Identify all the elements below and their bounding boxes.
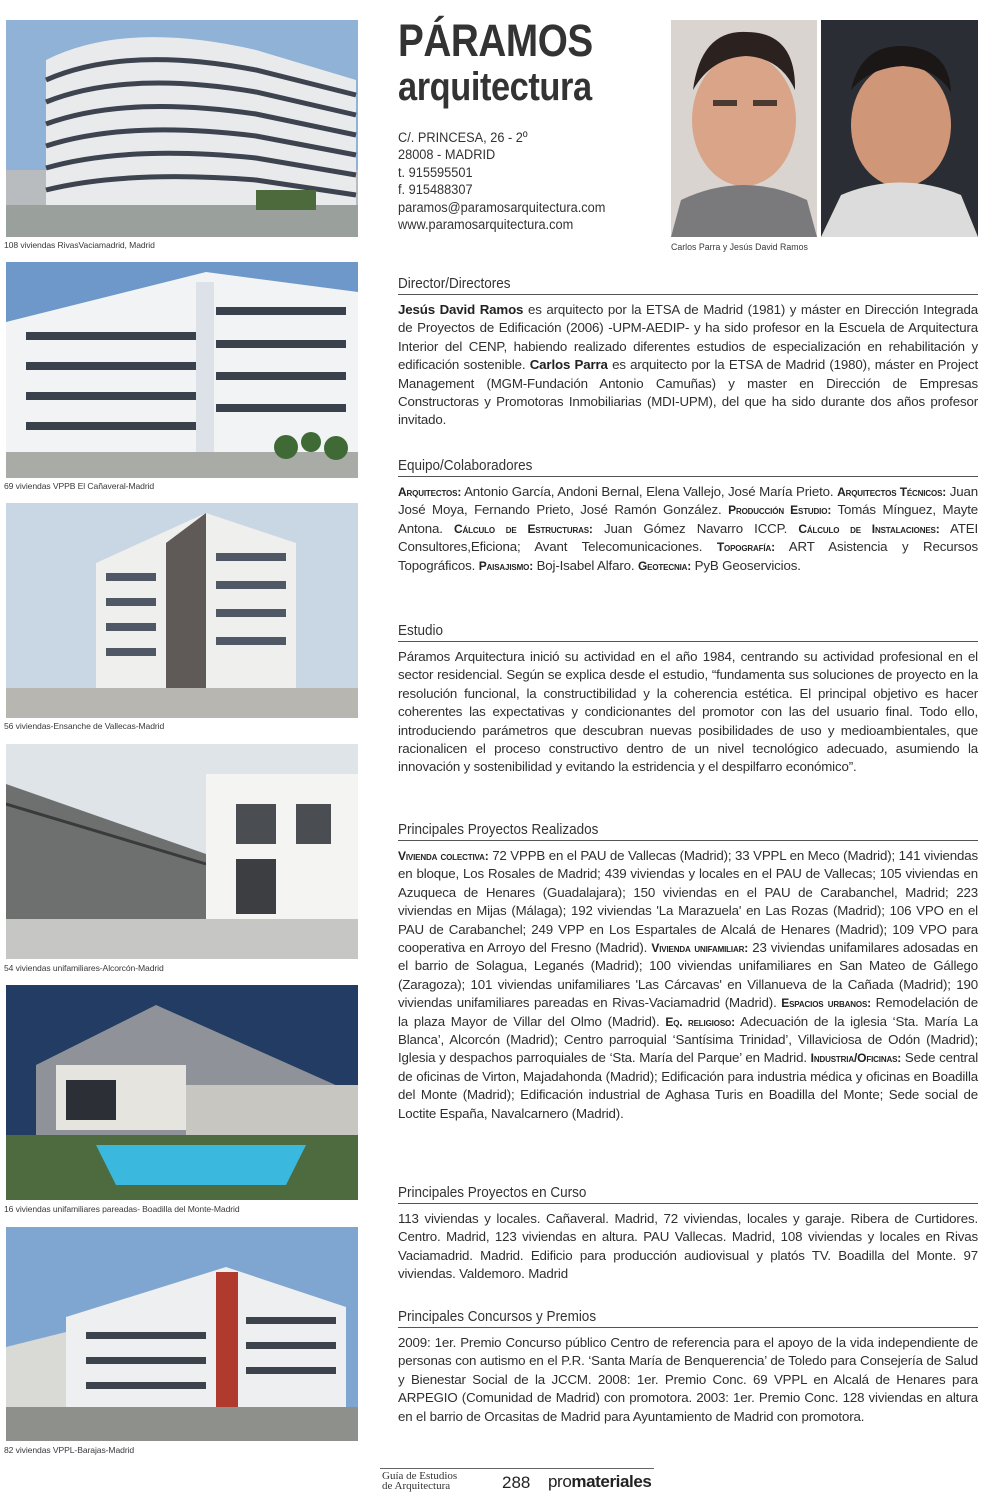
studio-text: Páramos Arquitectura inició su actividad en el año 1984, centrando su actividad profesional en el sector residencial. Según se explica desde el estudio, “fundamenta sus soluciones de proyecto en la resolución funcional, la constructibilidad y la coherencia estética. El principal objetivo es hacer coherentes las expectativas y condicionantes del promotor con las del usuario final. Todo ello, introduciendo parámetros que descubran nuevas posibilidades de uso y medioambientales, que racionalicen el proceso constructivo dentro de un nivel tecnológico adecuado, asumiendo la innovación y sostenibilidad y evitando la estridencia y el despilfarro económico”. xyxy=(398,649,978,775)
awards-text: 2009: 1er. Premio Concurso público Centro de referencia para el apoyo de la vida independiente de personas con autismo en el P.R. ‘Santa María de Benquerencia’ de Toledo para Consejería de Salud y Bienestar Social de la JCCM. 2008: 1er. Premio Conc. 69 VPPL en Alcalá de Henares para ARPEGIO (Comunidad de Madrid) con promotora. 2003: 1er. Premio Conc. 128 viviendas en altura en el barrio de Orcasitas de Madrid para Ayuntamiento de Madrid con promotora. xyxy=(398,1335,978,1424)
fax-number: f. 915488307 xyxy=(398,182,473,199)
page-footer xyxy=(380,1468,654,1498)
directors-section xyxy=(398,274,978,430)
section-heading: Principales Proyectos en Curso xyxy=(398,1183,978,1204)
studio-name-title: PÁRAMOS xyxy=(398,15,593,66)
section-heading: Principales Proyectos Realizados xyxy=(398,820,978,841)
photo-caption: 69 viviendas VPPB El Cañaveral-Madrid xyxy=(4,481,155,491)
current-projects-text: 113 viviendas y locales. Cañaveral. Madrid, 72 viviendas, locales y garaje. Ribera de Curtidores. Centro. Madrid, 123 viviendas en altura. PAU Vallecas. Madrid, 108 viviendas y locales en Rivas Vaciamadrid. Madrid. Edificio para producción audiovisual y platós TV. Boadilla del Monte. 97 viviendas. Valdemoro. Madrid xyxy=(398,1211,978,1282)
project-photo-2 xyxy=(6,262,358,478)
project-photo-6 xyxy=(6,1227,358,1441)
publication-logo: promateriales xyxy=(548,1472,652,1491)
street-address: C/. PRINCESA, 26 - 2º xyxy=(398,130,528,146)
portrait-photo-1 xyxy=(671,20,817,237)
project-photo-3 xyxy=(6,503,358,718)
portrait-caption: Carlos Parra y Jesús David Ramos xyxy=(671,242,808,252)
phone-number: t. 915595501 xyxy=(398,164,473,181)
terraced-houses-image xyxy=(6,744,358,959)
postal-city: 28008 - MADRID xyxy=(398,147,496,164)
studio-section xyxy=(398,621,978,777)
contact-block xyxy=(398,130,605,234)
team-section xyxy=(398,456,978,575)
corner-apartment-building-image xyxy=(6,503,358,718)
photo-caption: 56 viviendas-Ensanche de Vallecas-Madrid xyxy=(4,721,165,731)
guide-title: Guía de Estudios de Arquitectura xyxy=(382,1470,458,1492)
team-text: Arquitectos: Antonio García, Andoni Bernal, Elena Vallejo, José María Prieto. Arquitectos Técnicos: Juan José Moya, Fernando Prieto, José Ramón González. Producción Estudio: Tomás Mínguez, Mayte Antona. Cálculo de Estructuras: Juan Gómez Navarro ICCP. Cálculo de Instalaciones: ATEI Consultores,Eficiona; Avant Telecomunicaciones. Topografía: ART Asistencia y Recursos Topográficos. Paisajismo: Boj-Isabel Alfaro. Geotecnia: PyB Geoservicios. xyxy=(398,484,978,573)
project-photo-4 xyxy=(6,744,358,959)
curved-apartment-building-image xyxy=(6,20,358,237)
awards-section xyxy=(398,1307,978,1426)
section-heading: Director/Directores xyxy=(398,274,978,295)
photo-caption: 16 viviendas unifamiliares pareadas- Boadilla del Monte-Madrid xyxy=(4,1204,240,1214)
semi-detached-houses-pool-image xyxy=(6,985,358,1200)
project-photo-1 xyxy=(6,20,358,237)
page-number: 288 xyxy=(502,1473,531,1492)
project-photo-5 xyxy=(6,985,358,1200)
photo-caption: 108 viviendas RivasVaciamadrid, Madrid xyxy=(4,240,155,250)
email-address[interactable]: paramos@paramosarquitectura.com xyxy=(398,199,606,216)
section-heading: Equipo/Colaboradores xyxy=(398,456,978,477)
section-heading: Principales Concursos y Premios xyxy=(398,1307,978,1328)
photo-caption: 82 viviendas VPPL-Barajas-Madrid xyxy=(4,1445,135,1455)
portrait-carlos-parra xyxy=(671,20,817,237)
website-url[interactable]: www.paramosarquitectura.com xyxy=(398,216,574,233)
studio-name-subtitle: arquitectura xyxy=(398,65,592,109)
section-heading: Estudio xyxy=(398,621,978,642)
barajas-apartment-block-image xyxy=(6,1227,358,1441)
portrait-jesus-david-ramos xyxy=(821,20,978,237)
completed-projects-section xyxy=(398,820,978,1123)
directors-text: Jesús David Ramos es arquitecto por la ETSA de Madrid (1981) y máster en Dirección Integrada de Proyectos de Edificación (2006) -UPM-AEDIP- y ha sido profesor en la Escuela de Arquitectura Interior del CENP, habiendo realizado diferentes estudios de especialización en rehabilitación y edificación sostenible. Carlos Parra es arquitecto por la ETSA de Madrid (1980), máster en Project Management (MGM-Fundación Antonio Camuñas) y master en Dirección de Empresas Constructoras y Promotoras Inmobiliarias (MDI-UPM), del que ha sido durante dos años profesor invitado. xyxy=(398,302,978,428)
completed-projects-text: Vivienda colectiva: 72 VPPB en el PAU de Vallecas (Madrid); 33 VPPL en Meco (Madrid); 141 viviendas en bloque, Los Rosales de Madrid; 439 viviendas y locales en el PAU de Vallecas; 105 viviendas en Azuqueca de Henares (Guadalajara); 150 viviendas en el PAU de Carabanchel, Madrid; 223 viviendas en Mijas (Málaga); 192 viviendas 'La Marazuela' en Las Rozas (Madrid); 106 VPO en el PAU de Carabanchel; 249 VPP en Los Espartales de Alcalá de Henares (Madrid); 109 VPO para cooperativa en Arroyo del Fresno (Madrid). Vivienda unifamiliar: 23 viviendas unifamilares adosadas en el barrio de Solagua, Leganés (Madrid); 100 viviendas unifamiliares en San Mateo de Gállego (Zaragoza); 101 viviendas unifamiliares 'Las Cárcavas' en Villanueva de la Cañada (Madrid); 190 viviendas unifamiliares pareadas en Rivas-Vaciamadrid (Madrid). Espacios urbanos: Remodelación de la plaza Mayor de Villar del Olmo (Madrid). Eq. religioso: Adecuación de la iglesia ‘Sta. María La Blanca’, Alcorcón (Madrid); Centro parroquial ‘Santísima Trinidad’, Villaviciosa de Odón (Madrid); Iglesia y despachos parroquiales de ‘Sta. María del Parque’ en Madrid. Industria/Oficinas: Sede central de oficinas de Virton, Majadahonda (Madrid); Edificación para industria médica y oficinas en Boadilla del Monte (Madrid); Edificación industrial de Aghasa Turis en Boadilla del Monte; Sede social de Loctite España, Navalcarnero (Madrid). xyxy=(398,848,979,1121)
white-apartment-block-image xyxy=(6,262,358,478)
portrait-photo-2 xyxy=(821,20,978,237)
photo-caption: 54 viviendas unifamiliares-Alcorcón-Madrid xyxy=(4,963,164,973)
current-projects-section xyxy=(398,1183,978,1284)
